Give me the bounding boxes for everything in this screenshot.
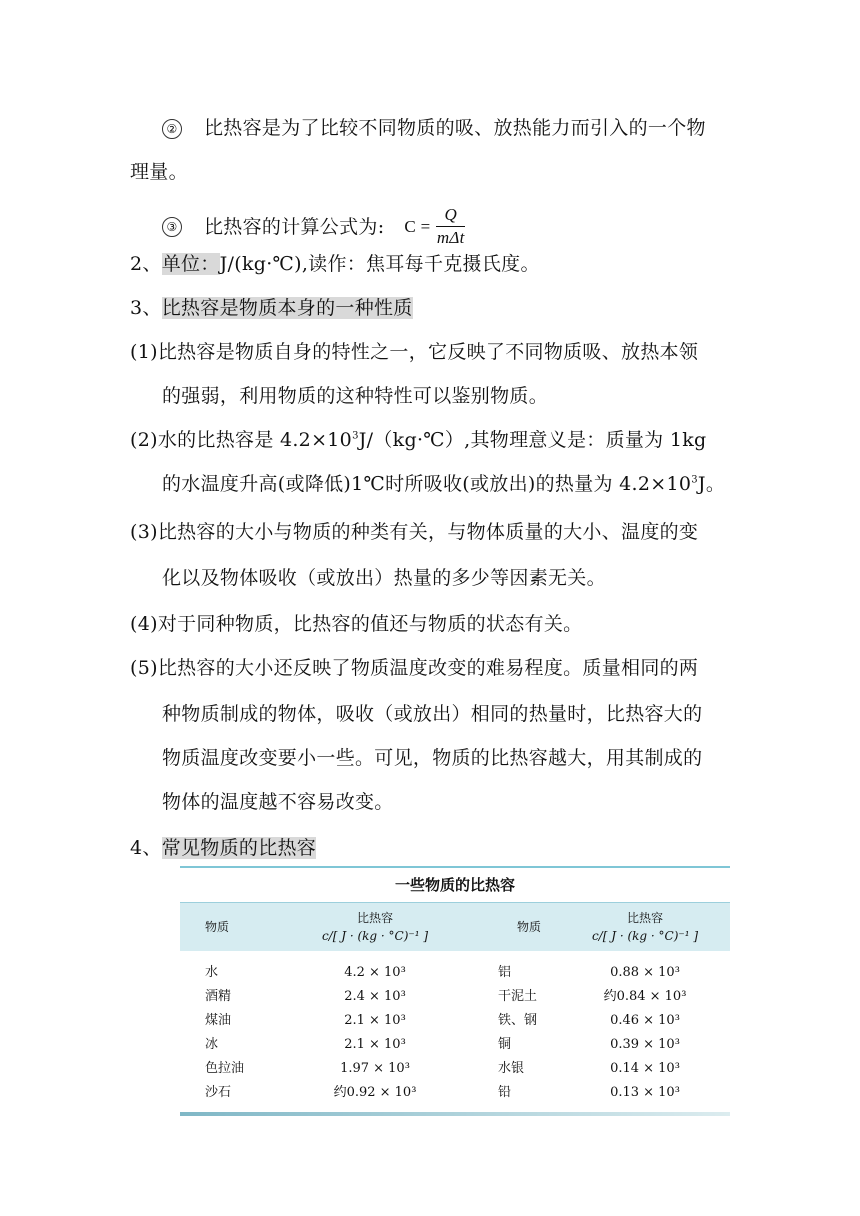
cell-substance: 水银: [498, 1061, 525, 1076]
point-5-line-2: 种物质制成的物体，吸收（或放出）相同的热量时，比热容大的: [162, 703, 703, 725]
sub-item-2: [162, 116, 706, 140]
header-shc-label-2: 比热容: [626, 911, 663, 925]
point-1-line-2: 的强弱，利用物质的这种特性可以鉴别物质。: [162, 385, 549, 407]
formula-denominator: mΔt: [436, 228, 465, 247]
point-3-line-1: (3)比热容的大小与物质的种类有关，与物体质量的大小、温度的变: [130, 521, 699, 543]
point-2-line-2: [162, 472, 725, 496]
header-substance: 物质: [205, 920, 230, 934]
table-bottom-rule: [180, 1112, 730, 1116]
cell-value: 0.46 × 10³: [610, 1013, 680, 1028]
section-4-label: 4、: [130, 837, 162, 859]
point-2-text-d: J。: [697, 473, 726, 495]
cell-substance: 煤油: [205, 1013, 232, 1028]
table-row: [180, 1033, 730, 1057]
circled-number: ③: [162, 217, 182, 237]
table-row: [180, 961, 730, 985]
section-4-heading: 常见物质的比热容: [161, 837, 317, 859]
section-2: [130, 252, 540, 276]
cell-substance: 酒精: [205, 989, 232, 1004]
cell-value: 2.1 × 10³: [344, 1013, 406, 1028]
point-5-line-3: 物质温度改变要小一些。可见，物质的比热容越大，用其制成的: [162, 747, 703, 769]
header-shc-unit-2: c/[ J · (kg · °C)⁻¹ ]: [591, 929, 699, 943]
table-body: [180, 951, 730, 1105]
section-2-text: J/(kg·℃),读作：焦耳每千克摄氏度。: [219, 253, 540, 275]
exponent: 3: [352, 430, 359, 442]
cell-substance: 水: [205, 965, 219, 980]
sub-item-2-text: 比热容是为了比较不同物质的吸、放热能力而引入的一个物: [204, 117, 706, 139]
sub-item-3: [162, 204, 465, 249]
cell-substance: 铝: [498, 965, 512, 980]
cell-value: 4.2 × 10³: [344, 965, 406, 980]
table-row: [180, 1009, 730, 1033]
cell-value: 2.4 × 10³: [344, 989, 406, 1004]
header-shc-2: [560, 909, 730, 945]
cell-value: 0.88 × 10³: [610, 965, 680, 980]
table-row: [180, 1057, 730, 1081]
section-2-label: 2、: [130, 253, 162, 275]
table-header: [180, 902, 730, 951]
section-3-heading: 比热容是物质本身的一种性质: [161, 297, 413, 319]
point-2-text-b: J/（kg·℃）,其物理意义是：质量为 1kg: [358, 429, 707, 451]
heat-capacity-formula: [404, 204, 465, 249]
point-5-line-1: (5)比热容的大小还反映了物质温度改变的难易程度。质量相同的两: [130, 657, 699, 679]
cell-value: 2.1 × 10³: [344, 1037, 406, 1052]
sub-item-2-cont: 理量。: [130, 161, 188, 183]
cell-substance: 色拉油: [205, 1061, 245, 1076]
point-2-line-1: [130, 428, 706, 452]
cell-value: 1.97 × 10³: [340, 1061, 410, 1076]
header-shc-label: 比热容: [356, 911, 393, 925]
cell-substance: 沙石: [205, 1085, 232, 1100]
section-2-highlight: 单位：: [161, 253, 220, 275]
cell-value: 约0.84 × 10³: [603, 989, 687, 1004]
header-shc-unit: c/[ J · (kg · °C)⁻¹ ]: [321, 929, 429, 943]
specific-heat-table: [180, 866, 730, 1116]
table-title: 一些物质的比热容: [180, 866, 730, 902]
cell-value: 0.14 × 10³: [610, 1061, 680, 1076]
section-3: [130, 296, 413, 320]
header-substance-2: 物质: [516, 920, 541, 934]
point-5-line-4: 物体的温度越不容易改变。: [162, 791, 394, 813]
formula-lhs: C =: [404, 216, 431, 236]
section-3-label: 3、: [130, 297, 162, 319]
point-3-line-2: 化以及物体吸收（或放出）热量的多少等因素无关。: [162, 567, 606, 589]
section-4: [130, 836, 316, 860]
table-row: [180, 985, 730, 1009]
formula-fraction: [436, 204, 465, 249]
cell-substance: 铅: [498, 1085, 512, 1100]
point-2-text-a: (2)水的比热容是 4.2×10: [130, 429, 353, 451]
header-shc: [280, 909, 470, 945]
table-row: [180, 1081, 730, 1105]
exponent: 3: [691, 474, 698, 486]
cell-substance: 铁、钢: [498, 1013, 538, 1028]
point-2-text-c: 的水温度升高(或降低)1℃时所吸收(或放出)的热量为 4.2×10: [162, 473, 692, 495]
cell-substance: 冰: [205, 1037, 219, 1052]
circled-number: ②: [162, 119, 182, 139]
sub-item-3-text: 比热容的计算公式为:: [204, 215, 385, 238]
point-4-line-1: (4)对于同种物质，比热容的值还与物质的状态有关。: [130, 613, 583, 635]
cell-value: 0.13 × 10³: [610, 1085, 680, 1100]
cell-substance: 铜: [498, 1037, 512, 1052]
cell-value: 约0.92 × 10³: [333, 1085, 417, 1100]
cell-substance: 干泥土: [498, 989, 538, 1004]
cell-value: 0.39 × 10³: [610, 1037, 680, 1052]
point-1-line-1: (1)比热容是物质自身的特性之一，它反映了不同物质吸、放热本领: [130, 341, 699, 363]
formula-numerator: Q: [436, 204, 465, 227]
